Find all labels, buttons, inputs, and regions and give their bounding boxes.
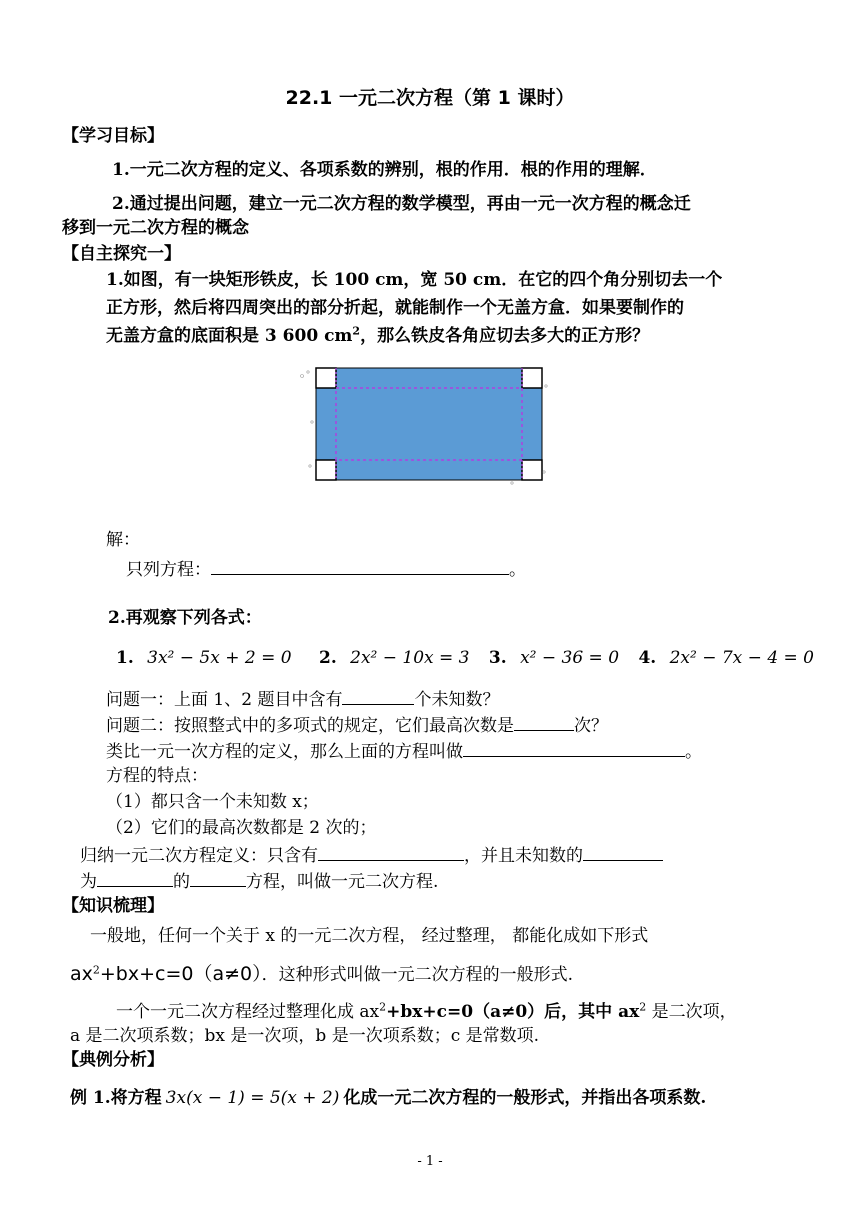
general-form-exponent: 2 (92, 963, 100, 977)
corner-square-top-right (522, 368, 542, 388)
equation-prompt: 只列方程： (126, 560, 211, 580)
general-form-b: +bx+c=0（a≠0） (99, 963, 262, 985)
definition-blank-4[interactable] (190, 868, 246, 887)
equation-3: x² − 36 = 0 (520, 648, 620, 668)
iron-sheet-figure (298, 362, 548, 486)
example-1-equation: 3x(x − 1) = 5(x + 2) (165, 1088, 340, 1108)
general-form-description: ．这种形式叫做一元二次方程的一般形式. (261, 965, 574, 985)
knowledge-3c: 是二次项， (646, 1002, 737, 1022)
explore-header: 【自主探究一】 (62, 244, 181, 264)
features-header: 方程的特点： (106, 766, 208, 786)
example-1-intro: 例 1.将方程 (70, 1088, 162, 1108)
definition-blank-3[interactable] (97, 868, 173, 887)
problem-1-line-3-text: 无盖方盒的底面积是 3 600 cm (106, 326, 353, 346)
definition-text-1: 归纳一元二次方程定义：只含有 (80, 846, 318, 866)
example-header: 【典例分析】 (62, 1050, 164, 1070)
equation-2-number: 2. (318, 648, 337, 668)
knowledge-line-3 (116, 1000, 737, 1024)
problem-1-line-3-question: ，那么铁皮各角应切去多大的正方形？ (360, 326, 650, 346)
knowledge-line-2 (70, 962, 573, 987)
definition-text-4: 的 (173, 872, 190, 892)
definition-text-2: ，并且未知数的 (464, 846, 583, 866)
page-number: - 1 - (417, 1154, 443, 1169)
equation-end-mark: 。 (509, 560, 526, 580)
question-2-text: 问题二：按照整式中的多项式的规定，它们最高次数是 (106, 716, 514, 736)
feature-1: （1）都只含一个未知数 x； (106, 792, 319, 812)
knowledge-line-1: 一般地，任何一个关于 x 的一元二次方程， 经过整理， 都能化成如下形式 (90, 926, 649, 946)
equation-answer-blank[interactable] (211, 556, 509, 575)
feature-2: （2）它们的最高次数都是 2 次的； (106, 818, 377, 838)
knowledge-line-4: a 是二次项系数；bx 是一次项，b 是一次项系数；c 是常数项. (70, 1026, 540, 1046)
definition-blank-2[interactable] (583, 842, 663, 861)
corner-square-bottom-left (316, 460, 336, 480)
question-2-end: 次？ (574, 716, 608, 736)
equation-3-number: 3. (488, 648, 507, 668)
equations-row (116, 646, 814, 670)
definition-line-2 (80, 868, 438, 894)
problem-2-title: 2.再观察下列各式： (108, 608, 262, 628)
definition-text-3: 为 (80, 872, 97, 892)
highest-degree-blank[interactable] (514, 712, 574, 731)
equation-4: 2x² − 7x − 4 = 0 (669, 648, 815, 668)
question-3-line (106, 738, 702, 764)
equation-4-number: 4. (638, 648, 657, 668)
definition-blank-1[interactable] (318, 842, 464, 861)
unknowns-count-blank[interactable] (342, 686, 414, 705)
general-form-a: ax (70, 963, 93, 985)
goal-2-line-2: 移到一元二次方程的概念 (62, 218, 249, 238)
problem-1-line-1: 1.如图，有一块矩形铁皮，长 100 cm，宽 50 cm．在它的四个角分别切去一个 (106, 270, 723, 290)
example-1-line (70, 1086, 706, 1110)
knowledge-header: 【知识梳理】 (62, 896, 164, 916)
iron-sheet-rect (316, 368, 542, 480)
knowledge-3a: 一个一元二次方程经过整理化成 ax (116, 1002, 380, 1022)
goals-header: 【学习目标】 (62, 126, 164, 146)
knowledge-3-exp-1: 2 (379, 1000, 387, 1014)
question-1-end: 个未知数？ (414, 690, 500, 710)
problem-1-line-2: 正方形，然后将四周突出的部分折起，就能制作一个无盖方盒．如果要制作的 (106, 298, 684, 318)
definition-text-5: 方程，叫做一元二次方程. (246, 872, 439, 892)
corner-square-bottom-right (522, 460, 542, 480)
page-title: 22.1 一元二次方程（第 1 课时） (285, 87, 575, 109)
equation-1: 3x² − 5x + 2 = 0 (147, 648, 292, 668)
equation-name-blank[interactable] (463, 738, 685, 757)
question-2-line (106, 712, 608, 738)
question-3-text: 类比一元一次方程的定义，那么上面的方程叫做 (106, 742, 463, 762)
cm-squared-exponent: 2 (352, 324, 361, 338)
goal-1: 1.一元二次方程的定义、各项系数的辨别，根的作用．根的作用的理解． (112, 160, 657, 180)
goal-2-line-1: 2.通过提出问题，建立一元二次方程的数学模型，再由一元一次方程的概念迁 (112, 194, 691, 214)
solution-label: 解： (106, 530, 140, 550)
equation-2: 2x² − 10x = 3 (350, 648, 470, 668)
knowledge-3-exp-2: 2 (639, 1000, 647, 1014)
knowledge-3b: +bx+c=0（a≠0）后，其中 ax (386, 1002, 640, 1022)
equation-1-number: 1. (116, 648, 134, 668)
problem-1-line-3 (106, 324, 649, 348)
corner-square-top-left (316, 368, 336, 388)
definition-line-1 (80, 842, 663, 868)
question-1-text: 问题一：上面 1、2 题目中含有 (106, 690, 343, 710)
question-1-line (106, 686, 499, 712)
question-3-end: 。 (685, 742, 702, 762)
example-1-task: 化成一元二次方程的一般形式，并指出各项系数. (343, 1088, 707, 1108)
equation-prompt-line (126, 556, 526, 582)
